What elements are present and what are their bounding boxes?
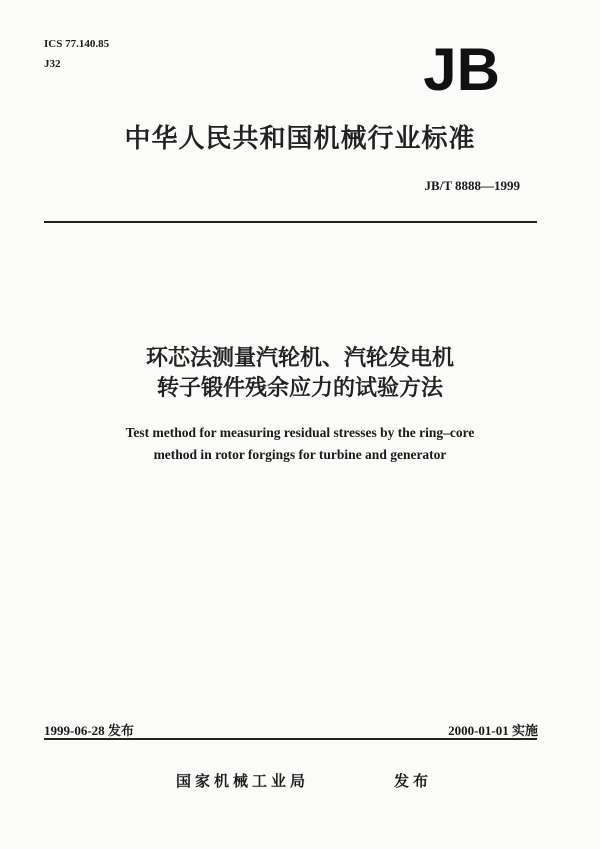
bottom-divider (44, 738, 537, 740)
standard-number: JB/T 8888—1999 (424, 178, 520, 193)
chinese-title-line-1: 环芯法测量汽轮机、汽轮发电机 (145, 346, 454, 371)
publisher: 国家机械工业局 (176, 772, 310, 790)
ics-code: ICS 77.140.85 (44, 38, 110, 50)
jb-logo: JB (423, 36, 500, 103)
implementation-date: 2000-01-01 实施 (448, 723, 538, 738)
issue-date: 1999-06-28 发布 (44, 723, 134, 738)
top-divider (44, 221, 537, 223)
publisher-suffix: 发布 (394, 772, 433, 790)
chinese-title-line-2: 转子锻件残余应力的试验方法 (156, 376, 443, 401)
english-title-line-2: method in rotor forgings for turbine and generator (153, 447, 447, 462)
ccs-code: J32 (44, 58, 61, 70)
org-title: 中华人民共和国机械行业标准 (124, 124, 476, 154)
english-title-line-1: Test method for measuring residual stresses by the ring–core (125, 425, 475, 440)
